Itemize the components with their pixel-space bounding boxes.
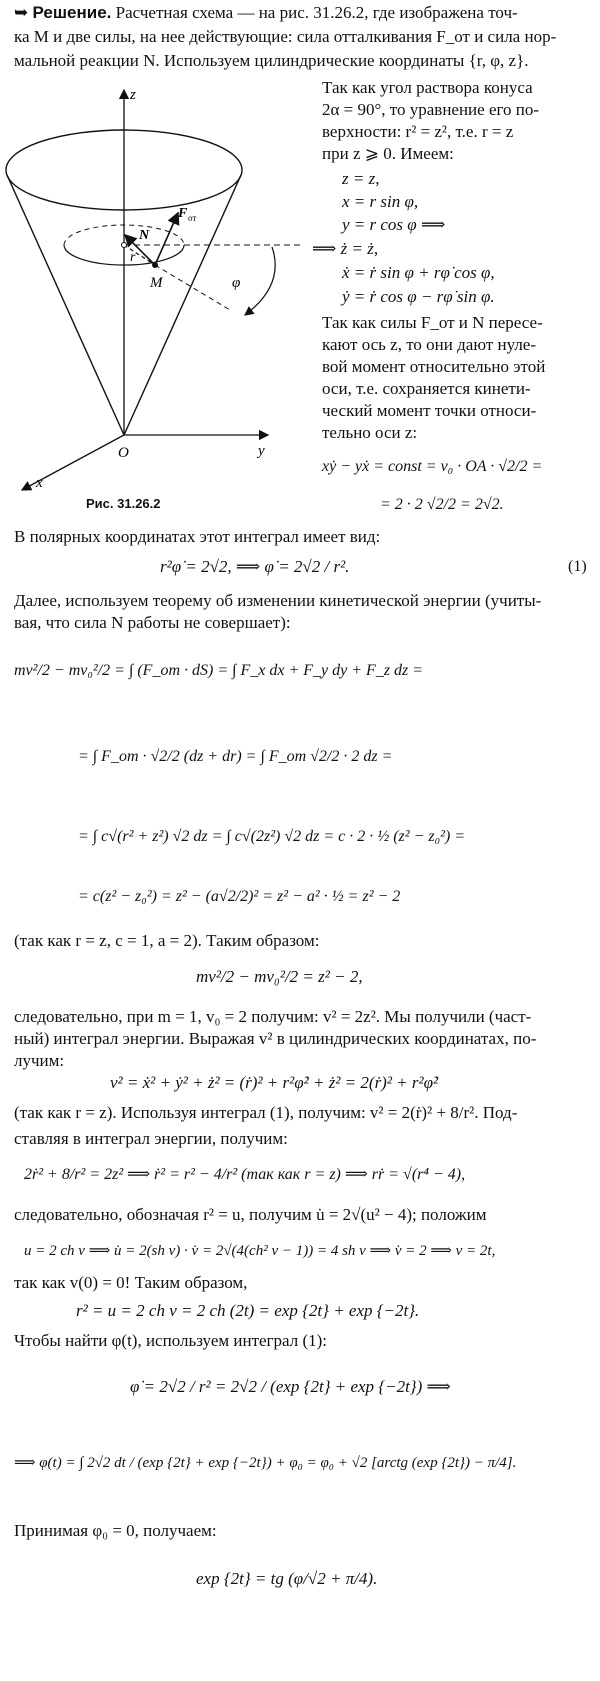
right-eq-3: y = r cos φ ⟹ [342, 215, 446, 234]
phi-arc [245, 247, 275, 315]
axis-point [122, 243, 127, 248]
eq-phi: ⟹ φ(t) = ∫ 2√2 dt / (exp {2t} + exp {−2t}) + φ₀ = φ₀ + √2 [arctg (exp {2t}) − π/4]. [14, 1455, 517, 1471]
eq-final: exp {2t} = tg (φ/√2 + π/4). [196, 1569, 378, 1588]
right-line2-3: вой момент относительно этой [322, 357, 546, 376]
eq-rdot: 2ṙ² + 8/r² = 2z² ⟹ ṙ² = r² − 4/r² (так как r = z) ⟹ rṙ = √(r⁴ − 4), [24, 1166, 466, 1183]
cone-left-edge [7, 175, 124, 435]
right-line-4: при z ⩾ 0. Имеем: [322, 144, 454, 163]
right-line2-5: ческий момент точки относи- [322, 401, 537, 420]
solution-label: Решение. [32, 3, 112, 22]
generatrix-dashed [155, 265, 230, 310]
eq-phidot: φ̇ = 2√2 / r² = 2√2 / (exp {2t} + exp {−2t}) ⟹ [130, 1377, 451, 1396]
header-block [14, 2, 518, 24]
energy-line-2: = ∫ F_от · √2/2 (dz + dr) = ∫ F_от √2/2 · 2 dz = [78, 748, 393, 765]
body-p4b: ный) интеграл энергии. Выражая v² в цилиндрических координатах, по- [14, 1029, 537, 1048]
eq1-number: (1) [568, 558, 587, 575]
eq-u: u = 2 ch v ⟹ u̇ = 2(sh v) · v̇ = 2√(4(ch² v − 1)) = 4 sh v ⟹ v̇ = 2 ⟹ v = 2t, [24, 1243, 496, 1259]
eq-energy: mv²/2 − mv₀²/2 = z² − 2, [196, 967, 363, 986]
right-eq-6: ẏ = ṙ cos φ − rφ̇ sin φ. [342, 287, 495, 306]
body-p8: Чтобы найти φ(t), используем интеграл (1): [14, 1331, 328, 1350]
body-p4a: следовательно, при m = 1, v₀ = 2 получим: v² = 2z². Мы получили (част- [14, 1007, 532, 1026]
F-label: F [178, 206, 188, 221]
body-p4c: лучим: [14, 1051, 65, 1070]
header-line-1: Расчетная схема — на рис. 31.26.2, где изображена точ- [115, 3, 518, 22]
phi-label: φ [232, 275, 241, 291]
figure-caption: Рис. 31.26.2 [86, 496, 161, 511]
cone-figure [0, 75, 320, 495]
body-p3: (так как r = z, c = 1, a = 2). Таким образом: [14, 931, 320, 950]
body-p5b: ставляя в интеграл энергии, получим: [14, 1129, 288, 1148]
right-line-2: 2α = 90°, то уравнение его по- [322, 100, 540, 119]
energy-line-4: = c(z² − z₀²) = z² − (a√2/2)² = z² − a² · ½ = z² − 2 [78, 888, 401, 905]
right-line2-2: кают ось z, то они дают нуле- [322, 335, 537, 354]
body-p2b: вая, что сила N работы не совершает): [14, 613, 291, 632]
y-axis-label: y [258, 443, 265, 459]
right-eq-1: z = z, [342, 169, 380, 188]
momentum-eq-1: xẏ − yẋ = const = v₀ · OA · √2/2 = [322, 458, 543, 475]
right-line2-4: оси, т.е. сохраняется кинети- [322, 379, 531, 398]
eq-r2: r² = u = 2 ch v = 2 ch (2t) = exp {2t} + exp {−2t}. [76, 1301, 420, 1320]
vector-F [155, 213, 178, 265]
right-line-1: Так как угол раствора конуса [322, 78, 533, 97]
header-line-3: мальной реакции N. Используем цилиндрические координаты {r, φ, z}. [14, 51, 529, 70]
energy-line-1: mv²/2 − mv₀²/2 = ∫ (F_от · dS) = ∫ F_x dx + F_y dy + F_z dz = [14, 662, 424, 679]
M-label: M [150, 275, 163, 291]
right-line-3: верхности: r² = z², т.е. r = z [322, 122, 514, 141]
eq1: r²φ̇ = 2√2, ⟹ φ̇ = 2√2 / r². [160, 557, 350, 576]
right-eq-5: ẋ = ṙ sin φ + rφ̇ cos φ, [342, 263, 495, 282]
right-eq-2: x = r sin φ, [342, 192, 419, 211]
r-label: r [130, 250, 136, 265]
arrow-icon: ➥ [14, 3, 29, 22]
N-label: N [139, 228, 150, 243]
body-p7: так как v(0) = 0! Таким образом, [14, 1273, 248, 1292]
z-axis-label: z [130, 87, 136, 103]
body-p6: следовательно, обозначая r² = u, получим u̇ = 2√(u² − 4); положим [14, 1205, 487, 1224]
body-p5a: (так как r = z). Используя интеграл (1), получим: v² = 2(ṙ)² + 8/r². Под- [14, 1103, 518, 1122]
energy-line-3: = ∫ c√(r² + z²) √2 dz = ∫ c√(2z²) √2 dz = c · 2 · ½ (z² − z₀²) = [78, 828, 466, 845]
x-axis-label: x [36, 475, 43, 491]
right-line2-1: Так как силы F_от и N пересе- [322, 313, 543, 332]
right-line2-6: тельно оси z: [322, 423, 418, 442]
radius-line [124, 245, 155, 265]
right-eq-4: ⟹ ż = ż, [312, 239, 379, 258]
eq-v2: v² = ẋ² + ẏ² + ż² = (ṙ)² + r²φ̇² + ż² = 2(ṙ)² + r²φ̇² [110, 1073, 439, 1092]
momentum-eq-2: = 2 · 2 √2/2 = 2√2. [380, 496, 504, 513]
F-sub-label: от [188, 213, 197, 223]
body-p1: В полярных координатах этот интеграл имеет вид: [14, 527, 381, 546]
body-p2a: Далее, используем теорему об изменении кинетической энергии (учиты- [14, 591, 542, 610]
header-line-2: ка M и две силы, на нее действующие: сила отталкивания F_от и сила нор- [14, 27, 557, 46]
body-p9: Принимая φ₀ = 0, получаем: [14, 1521, 217, 1540]
origin-label: O [118, 445, 129, 461]
